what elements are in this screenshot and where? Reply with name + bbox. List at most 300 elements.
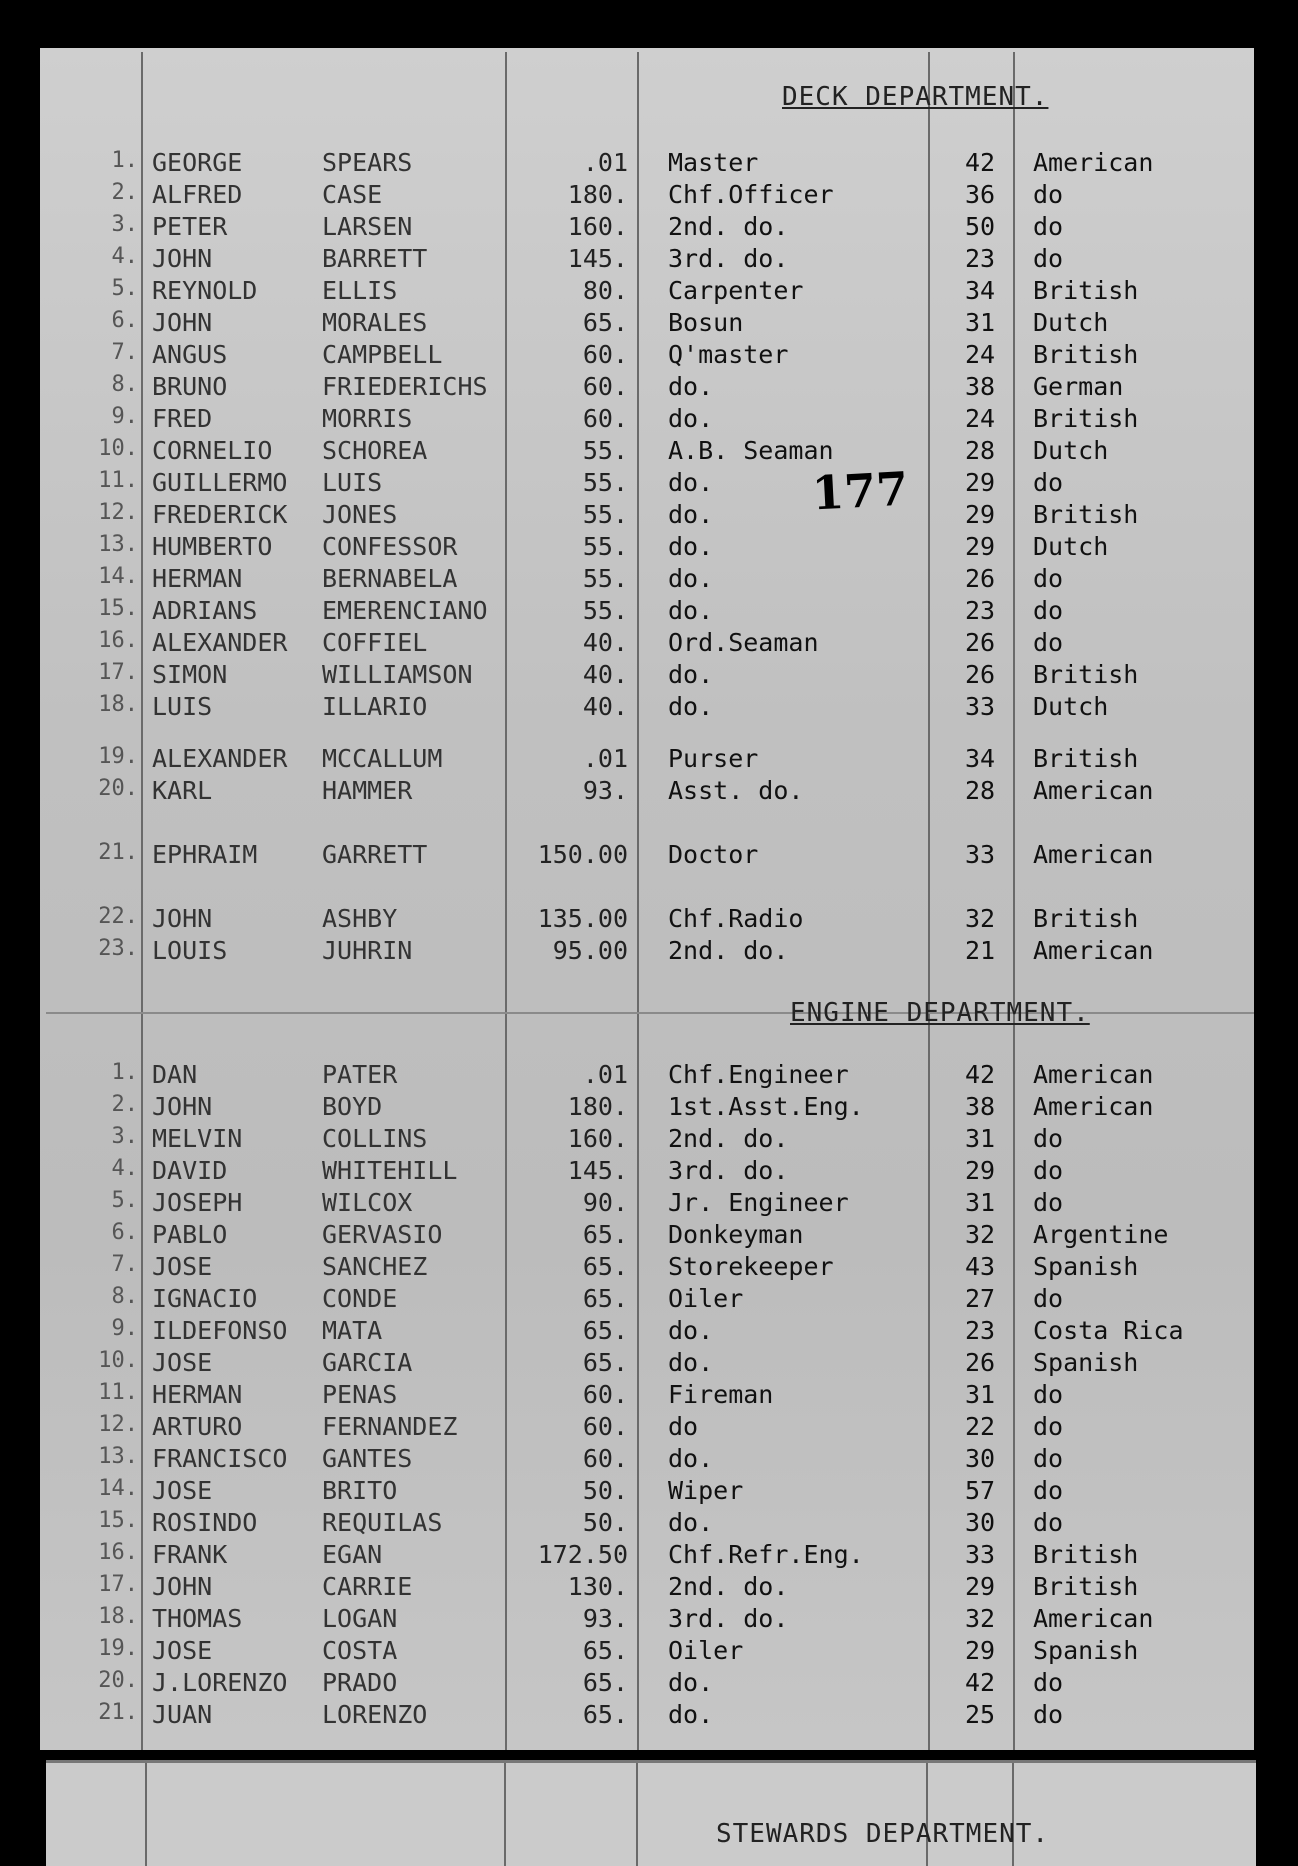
crew-last: HAMMER [322, 776, 413, 805]
crew-pay: 40. [582, 660, 628, 689]
crew-age: 24 [964, 340, 996, 369]
crew-age: 29 [964, 468, 996, 497]
crew-title: do. [668, 372, 714, 401]
crew-last: WILLIAMSON [322, 660, 473, 689]
crew-age: 28 [964, 776, 996, 805]
crew-last: FRIEDERICHS [322, 372, 488, 401]
crew-first: FRANK [152, 1540, 228, 1569]
crew-age: 29 [964, 1156, 996, 1185]
crew-last: CASE [322, 180, 383, 209]
stewards-department-heading: STEWARDS DEPARTMENT. [716, 1819, 1050, 1849]
crew-first: HUMBERTO [152, 532, 273, 561]
crew-last: BARRETT [322, 244, 428, 273]
crew-num: 3. [111, 1124, 138, 1149]
crew-pay: .01 [582, 1060, 628, 1089]
crew-num: 9. [111, 1316, 138, 1341]
crew-num: 5. [111, 276, 138, 301]
crew-nat: British [1033, 1540, 1139, 1569]
crew-age: 29 [964, 532, 996, 561]
crew-row [0, 744, 1298, 774]
crew-nat: do [1033, 1476, 1064, 1505]
crew-last: FERNANDEZ [322, 1412, 458, 1441]
crew-age: 33 [964, 692, 996, 721]
crew-nat: American [1033, 1060, 1154, 1089]
crew-nat: Costa Rica [1033, 1316, 1184, 1345]
crew-title: do. [668, 1316, 714, 1345]
crew-title: 2nd. do. [668, 1572, 789, 1601]
crew-num: 15. [98, 596, 138, 621]
crew-nat: do [1033, 180, 1064, 209]
crew-title: do. [668, 564, 714, 593]
crew-num: 20. [98, 776, 138, 801]
crew-title: do. [668, 532, 714, 561]
crew-last: COLLINS [322, 1124, 428, 1153]
crew-nat: Argentine [1033, 1220, 1169, 1249]
crew-title: Q'master [668, 340, 789, 369]
crew-first: JOHN [152, 904, 213, 933]
crew-last: LOGAN [322, 1604, 398, 1633]
crew-num: 12. [98, 1412, 138, 1437]
crew-num: 2. [111, 180, 138, 205]
crew-last: ASHBY [322, 904, 398, 933]
crew-row [0, 1636, 1298, 1666]
crew-nat: do [1033, 1508, 1064, 1537]
crew-pay: 50. [582, 1476, 628, 1505]
crew-title: 3rd. do. [668, 244, 789, 273]
crew-nat: do [1033, 1412, 1064, 1441]
crew-age: 36 [964, 180, 996, 209]
crew-title: Chf.Officer [668, 180, 834, 209]
crew-pay: 145. [567, 1156, 628, 1185]
crew-row [0, 148, 1298, 178]
crew-row [0, 212, 1298, 242]
crew-num: 3. [111, 212, 138, 237]
crew-last: MORALES [322, 308, 428, 337]
crew-age: 42 [964, 1668, 996, 1697]
crew-last: JONES [322, 500, 398, 529]
crew-last: BRITO [322, 1476, 398, 1505]
crew-first: JUAN [152, 1700, 213, 1729]
crew-first: THOMAS [152, 1604, 243, 1633]
crew-num: 17. [98, 1572, 138, 1597]
crew-title: do. [668, 468, 714, 497]
crew-row [0, 1700, 1298, 1730]
crew-first: JOHN [152, 1572, 213, 1601]
crew-pay: 65. [582, 1252, 628, 1281]
crew-pay: 50. [582, 1508, 628, 1537]
crew-pay: 55. [582, 468, 628, 497]
crew-row [0, 500, 1298, 530]
crew-num: 8. [111, 372, 138, 397]
crew-num: 15. [98, 1508, 138, 1533]
crew-first: JOSE [152, 1348, 213, 1377]
crew-age: 38 [964, 1092, 996, 1121]
crew-row [0, 1092, 1298, 1122]
next-page-strip [46, 1760, 1256, 1866]
crew-nat: Spanish [1033, 1252, 1139, 1281]
crew-nat: American [1033, 840, 1154, 869]
crew-nat: American [1033, 936, 1154, 965]
crew-num: 23. [98, 936, 138, 961]
crew-last: COSTA [322, 1636, 398, 1665]
crew-title: Carpenter [668, 276, 804, 305]
crew-pay: 180. [567, 1092, 628, 1121]
crew-title: Donkeyman [668, 1220, 804, 1249]
crew-pay: 60. [582, 340, 628, 369]
crew-row [0, 840, 1298, 870]
deck-department-heading: DECK DEPARTMENT. [782, 82, 1049, 112]
crew-row [0, 308, 1298, 338]
crew-age: 32 [964, 1604, 996, 1633]
page-stamp: 177 [810, 461, 910, 521]
crew-nat: American [1033, 148, 1154, 177]
crew-first: FREDERICK [152, 500, 288, 529]
crew-first: HERMAN [152, 1380, 243, 1409]
crew-last: LARSEN [322, 212, 413, 241]
crew-num: 22. [98, 904, 138, 929]
crew-last: PATER [322, 1060, 398, 1089]
crew-first: ROSINDO [152, 1508, 258, 1537]
crew-age: 34 [964, 276, 996, 305]
crew-nat: British [1033, 744, 1139, 773]
crew-nat: do [1033, 1124, 1064, 1153]
crew-row [0, 404, 1298, 434]
crew-pay: 172.50 [537, 1540, 628, 1569]
crew-nat: British [1033, 276, 1139, 305]
crew-last: CONFESSOR [322, 532, 458, 561]
crew-row [0, 692, 1298, 722]
crew-nat: do [1033, 1380, 1064, 1409]
crew-num: 1. [111, 148, 138, 173]
crew-num: 7. [111, 1252, 138, 1277]
crew-nat: Spanish [1033, 1348, 1139, 1377]
crew-age: 26 [964, 660, 996, 689]
crew-last: PRADO [322, 1668, 398, 1697]
crew-last: REQUILAS [322, 1508, 443, 1537]
crew-row [0, 1540, 1298, 1570]
crew-first: ALEXANDER [152, 744, 288, 773]
crew-pay: 60. [582, 404, 628, 433]
crew-title: do. [668, 692, 714, 721]
crew-num: 14. [98, 1476, 138, 1501]
crew-pay: 55. [582, 564, 628, 593]
crew-pay: 65. [582, 1284, 628, 1313]
crew-last: GARRETT [322, 840, 428, 869]
crew-last: GERVASIO [322, 1220, 443, 1249]
crew-nat: Dutch [1033, 308, 1109, 337]
crew-last: BOYD [322, 1092, 383, 1121]
crew-first: ADRIANS [152, 596, 258, 625]
crew-nat: British [1033, 340, 1139, 369]
crew-nat: British [1033, 500, 1139, 529]
crew-row [0, 532, 1298, 562]
crew-age: 31 [964, 1188, 996, 1217]
crew-pay: 93. [582, 1604, 628, 1633]
crew-title: do. [668, 1348, 714, 1377]
crew-first: KARL [152, 776, 213, 805]
crew-num: 20. [98, 1668, 138, 1693]
crew-pay: 95.00 [552, 936, 628, 965]
crew-title: Doctor [668, 840, 759, 869]
engine-department-heading: ENGINE DEPARTMENT. [790, 998, 1090, 1028]
crew-first: PABLO [152, 1220, 228, 1249]
crew-row [0, 340, 1298, 370]
crew-num: 10. [98, 436, 138, 461]
crew-nat: do [1033, 468, 1064, 497]
crew-pay: 55. [582, 436, 628, 465]
crew-last: SPEARS [322, 148, 413, 177]
crew-last: GANTES [322, 1444, 413, 1473]
crew-first: JOSE [152, 1252, 213, 1281]
crew-age: 31 [964, 1124, 996, 1153]
crew-first: ANGUS [152, 340, 228, 369]
crew-title: Jr. Engineer [668, 1188, 849, 1217]
crew-pay: 135.00 [537, 904, 628, 933]
crew-nat: British [1033, 1572, 1139, 1601]
crew-title: 2nd. do. [668, 212, 789, 241]
crew-pay: .01 [582, 744, 628, 773]
crew-first: CORNELIO [152, 436, 273, 465]
crew-title: Fireman [668, 1380, 774, 1409]
crew-first: PETER [152, 212, 228, 241]
crew-title: do. [668, 1668, 714, 1697]
crew-age: 34 [964, 744, 996, 773]
crew-pay: 55. [582, 532, 628, 561]
crew-pay: 180. [567, 180, 628, 209]
crew-pay: 130. [567, 1572, 628, 1601]
crew-last: MATA [322, 1316, 383, 1345]
crew-age: 26 [964, 1348, 996, 1377]
crew-nat: Spanish [1033, 1636, 1139, 1665]
crew-title: do. [668, 1508, 714, 1537]
crew-last: BERNABELA [322, 564, 458, 593]
crew-title: 3rd. do. [668, 1604, 789, 1633]
crew-title: Asst. do. [668, 776, 804, 805]
crew-last: WILCOX [322, 1188, 413, 1217]
crew-age: 57 [964, 1476, 996, 1505]
crew-age: 23 [964, 1316, 996, 1345]
crew-age: 27 [964, 1284, 996, 1313]
crew-nat: do [1033, 1188, 1064, 1217]
crew-pay: 55. [582, 596, 628, 625]
crew-first: ILDEFONSO [152, 1316, 288, 1345]
crew-row [0, 660, 1298, 690]
crew-num: 17. [98, 660, 138, 685]
crew-first: ARTURO [152, 1412, 243, 1441]
crew-pay: 90. [582, 1188, 628, 1217]
crew-pay: 65. [582, 308, 628, 337]
crew-nat: do [1033, 564, 1064, 593]
crew-row [0, 1380, 1298, 1410]
crew-title: Purser [668, 744, 759, 773]
crew-row [0, 1572, 1298, 1602]
crew-age: 30 [964, 1444, 996, 1473]
crew-pay: 65. [582, 1220, 628, 1249]
crew-last: CARRIE [322, 1572, 413, 1601]
crew-first: JOSE [152, 1636, 213, 1665]
crew-title: do. [668, 404, 714, 433]
crew-age: 29 [964, 1636, 996, 1665]
crew-pay: 145. [567, 244, 628, 273]
crew-num: 4. [111, 244, 138, 269]
crew-row [0, 1668, 1298, 1698]
crew-title: Storekeeper [668, 1252, 834, 1281]
crew-age: 32 [964, 1220, 996, 1249]
crew-pay: 40. [582, 692, 628, 721]
crew-title: do. [668, 500, 714, 529]
crew-first: BRUNO [152, 372, 228, 401]
crew-title: Oiler [668, 1284, 744, 1313]
crew-first: MELVIN [152, 1124, 243, 1153]
crew-pay: 65. [582, 1700, 628, 1729]
crew-title: do. [668, 1444, 714, 1473]
crew-row [0, 468, 1298, 498]
crew-num: 21. [98, 1700, 138, 1725]
crew-num: 13. [98, 1444, 138, 1469]
crew-row [0, 276, 1298, 306]
crew-first: DAN [152, 1060, 198, 1089]
crew-first: GUILLERMO [152, 468, 288, 497]
crew-num: 6. [111, 308, 138, 333]
crew-first: EPHRAIM [152, 840, 258, 869]
crew-title: 3rd. do. [668, 1156, 789, 1185]
crew-last: MORRIS [322, 404, 413, 433]
crew-first: IGNACIO [152, 1284, 258, 1313]
crew-pay: 93. [582, 776, 628, 805]
crew-first: ALEXANDER [152, 628, 288, 657]
crew-pay: 160. [567, 1124, 628, 1153]
crew-row [0, 1508, 1298, 1538]
crew-nat: British [1033, 660, 1139, 689]
crew-row [0, 1156, 1298, 1186]
crew-title: 2nd. do. [668, 936, 789, 965]
crew-age: 33 [964, 840, 996, 869]
crew-first: ALFRED [152, 180, 243, 209]
crew-nat: American [1033, 1092, 1154, 1121]
crew-nat: do [1033, 1444, 1064, 1473]
crew-row [0, 436, 1298, 466]
crew-age: 24 [964, 404, 996, 433]
crew-title: Ord.Seaman [668, 628, 819, 657]
crew-pay: 60. [582, 1380, 628, 1409]
crew-first: REYNOLD [152, 276, 258, 305]
crew-nat: American [1033, 1604, 1154, 1633]
crew-num: 5. [111, 1188, 138, 1213]
crew-first: GEORGE [152, 148, 243, 177]
crew-last: SCHOREA [322, 436, 428, 465]
crew-age: 29 [964, 500, 996, 529]
crew-first: LOUIS [152, 936, 228, 965]
crew-pay: 160. [567, 212, 628, 241]
crew-row [0, 1444, 1298, 1474]
crew-row [0, 596, 1298, 626]
crew-age: 29 [964, 1572, 996, 1601]
crew-first: JOHN [152, 1092, 213, 1121]
crew-num: 16. [98, 628, 138, 653]
crew-num: 7. [111, 340, 138, 365]
crew-age: 42 [964, 148, 996, 177]
crew-title: A.B. Seaman [668, 436, 834, 465]
crew-num: 13. [98, 532, 138, 557]
crew-last: GARCIA [322, 1348, 413, 1377]
crew-title: do. [668, 660, 714, 689]
crew-row [0, 564, 1298, 594]
crew-title: do. [668, 1700, 714, 1729]
crew-last: WHITEHILL [322, 1156, 458, 1185]
crew-last: EMERENCIANO [322, 596, 488, 625]
crew-row [0, 936, 1298, 966]
crew-pay: 40. [582, 628, 628, 657]
crew-last: SANCHEZ [322, 1252, 428, 1281]
crew-num: 8. [111, 1284, 138, 1309]
crew-age: 38 [964, 372, 996, 401]
crew-age: 33 [964, 1540, 996, 1569]
crew-num: 14. [98, 564, 138, 589]
crew-nat: do [1033, 1156, 1064, 1185]
crew-row [0, 180, 1298, 210]
crew-age: 23 [964, 244, 996, 273]
crew-num: 2. [111, 1092, 138, 1117]
crew-nat: do [1033, 244, 1064, 273]
crew-row [0, 1124, 1298, 1154]
crew-title: do. [668, 596, 714, 625]
crew-row [0, 1060, 1298, 1090]
crew-row [0, 628, 1298, 658]
crew-row [0, 372, 1298, 402]
crew-nat: Dutch [1033, 692, 1109, 721]
crew-row [0, 1476, 1298, 1506]
crew-num: 11. [98, 468, 138, 493]
crew-title: do [668, 1412, 699, 1441]
crew-age: 21 [964, 936, 996, 965]
crew-age: 30 [964, 1508, 996, 1537]
crew-first: JOHN [152, 244, 213, 273]
crew-title: 1st.Asst.Eng. [668, 1092, 864, 1121]
crew-age: 31 [964, 308, 996, 337]
crew-title: Master [668, 148, 759, 177]
crew-row [0, 1252, 1298, 1282]
crew-age: 43 [964, 1252, 996, 1281]
crew-last: JUHRIN [322, 936, 413, 965]
crew-nat: do [1033, 1284, 1064, 1313]
crew-pay: 65. [582, 1668, 628, 1697]
crew-num: 21. [98, 840, 138, 865]
crew-num: 12. [98, 500, 138, 525]
crew-pay: 65. [582, 1316, 628, 1345]
crew-pay: 60. [582, 372, 628, 401]
crew-first: FRED [152, 404, 213, 433]
crew-num: 4. [111, 1156, 138, 1181]
crew-nat: British [1033, 404, 1139, 433]
crew-last: LUIS [322, 468, 383, 497]
crew-row [0, 244, 1298, 274]
crew-age: 50 [964, 212, 996, 241]
crew-row [0, 1316, 1298, 1346]
crew-last: ELLIS [322, 276, 398, 305]
crew-first: JOSE [152, 1476, 213, 1505]
crew-age: 32 [964, 904, 996, 933]
crew-pay: 150.00 [537, 840, 628, 869]
crew-title: Oiler [668, 1636, 744, 1665]
crew-num: 16. [98, 1540, 138, 1565]
crew-title: Chf.Refr.Eng. [668, 1540, 864, 1569]
crew-age: 26 [964, 628, 996, 657]
crew-first: JOSEPH [152, 1188, 243, 1217]
crew-last: CAMPBELL [322, 340, 443, 369]
crew-first: DAVID [152, 1156, 228, 1185]
crew-pay: 60. [582, 1444, 628, 1473]
crew-num: 11. [98, 1380, 138, 1405]
